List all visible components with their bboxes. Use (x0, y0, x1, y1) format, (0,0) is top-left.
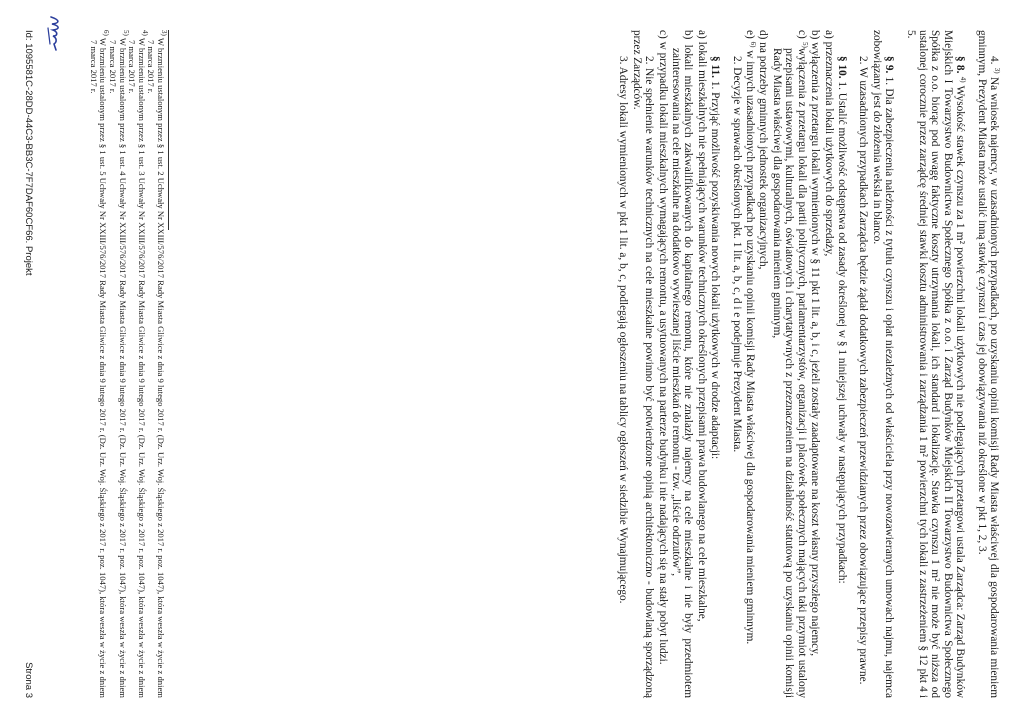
section-text: Wysokość stawek czynszu za 1 m² powierzchni lokali użytkowych nie podlegających przetargowi ustala Zarządca: Zarząd Budynków Miejskich I Towarzystwo Budownictwa Społecznego Spółka z o.o. i Zarząd Budynków Miejskich II Towarzystwo Budownictwa Społecznego Spółka z o.o. biorąc pod uwagę faktyczne koszty utrzymania lokali, ich standard i lokalizację. Stawka czynszu 1 m² nie może być niższa od ustalonej corocznie przez zarządcę średniej stawki kosztu administrowania i zarządzania 1 m² powierzchni tych lokali z zastrzeżeniem § 12 pkt 4 i 5. (904, 30, 967, 699)
list-item: b) lokali mieszkalnych zakwalifikowanych do kapitalnego remontu, które nie znalazły najemcy na cele mieszkalne i nie były przedmiotem zainteresowania na cele mieszkalne na dodatkowo wywieszanej liście mieszkań do remontu - tzw. „liście odrzutów”, (670, 30, 695, 698)
footnote: $^{6)}$ W brzmieniu ustalonym przez § 1 ust. 5 Uchwały Nr XXIII/576/2017 Rady Miasta Gliwice z dnia 9 lutego 2017 r. (Dz. Urz. Woj. Śląskiego z 2017 r. poz. 1047), która weszła w życie z dniem 7 marca 2017 r. (88, 30, 111, 698)
handwritten-initials (44, 14, 66, 54)
footnotes (88, 30, 169, 698)
footnote-ref: 6) (749, 41, 758, 48)
section-text: 1. Dla zabezpieczenia należności z tytułu czynszu i opłat niezależnych od właściciela przy nowozawieranych umowach najmu, najemca zobowiązany jest do złożenia weksla in blanco. (870, 30, 896, 698)
paragraph-4 (975, 30, 1000, 698)
footnote-ref: 5) (800, 41, 809, 48)
footnote-divider (168, 30, 169, 230)
footnote-ref: 4) (959, 76, 968, 83)
document-body (80, 30, 1000, 698)
paragraph-text: Na wniosek najemcy, w uzasadnionych przypadkach, po uzyskaniu opinii komisji Rady Miasta właściwej dla gospodarowania mieniem gminnym, Prezydent Miasta może ustalić inną stawkę czynszu i czas jej obowiązywania niż określone w pkt 1, 2, 3. (975, 30, 1000, 699)
footnote: $^{4)}$ W brzmieniu ustalonym przez § 1 ust. 3 Uchwały Nr XXIII/576/2017 Rady Miasta Gliwice z dnia 9 lutego 2017 r. (Dz. Urz. Woj. Śląskiego z 2017 r. poz. 1047), która weszła w życie z dniem 7 marca 2017 r. (127, 30, 149, 698)
section-text: 1. Ustalić możliwość odstępstwa od zasady określonej w § 1 niniejszej uchwały w następujących przypadkach: (835, 81, 848, 584)
list-item: b) wyłączenia z przetargu lokali wymienionych w § 11 pkt 1 lit. a, b, i c, jeżeli zostały zaadaptowane na koszt własny przyszłego najemcy, (809, 30, 822, 657)
list-item: a) lokali mieszkalnych nie spełniających warunków technicznych określonych przepisami prawa budowlanego na cele mieszkalne, (695, 30, 708, 622)
page-number: Strona 3 (23, 662, 34, 698)
section-10 (836, 30, 848, 698)
section-9 (870, 30, 895, 698)
section-label: § 8. (954, 56, 967, 74)
page-footer (22, 30, 34, 698)
section-label: § 10. (835, 56, 848, 79)
list-item: a) przeznaczenia lokali użytkowych do sprzedaży, (822, 30, 835, 257)
section-11-point-3: 3. Adresy lokali wymienionych w pkt 1 lit. a, b, c, podlegają ogłoszeniu na tablicy ogłoszeń w siedzibie Wynajmującego. (617, 56, 630, 604)
section-8 (904, 30, 966, 698)
section-9-point-2: 2. W uzasadnionych przypadkach Zarządca będzie żądał dodatkowych zabezpieczeń przewidzianych przez obowiązujące przepisy prawne. (857, 56, 870, 685)
section-label: § 9. (883, 56, 896, 74)
section-11 (709, 30, 721, 698)
list-item: c) $^{5)}$wyłączenia z przetargu lokali dla partii politycznych, parlamentarzystów, organizacji i placówek społecznych mających taki przymiot ustalony przepisami ustawowymi, kulturalnych, oświatowych i charytatywnych z przeznaczeniem na działalność statutową po uzyskaniu opinii komisji Rady Miasta właściwej dla gospodarowania mieniem gminnym, (770, 30, 809, 698)
paragraph-number: 4. (988, 56, 1000, 65)
footnote: $^{5)}$ W brzmieniu ustalonym przez § 1 ust. 4 Uchwały Nr XXIII/576/2017 Rady Miasta Gliwice z dnia 9 lutego 2017 r. (Dz. Urz. Woj. Śląskiego z 2017 r. poz. 1047), która weszła w życie z dniem 7 marca 2017 r. (108, 30, 130, 698)
section-label: § 11. (709, 56, 722, 78)
list-item: e) $^{6)}$ w innych uzasadnionych przypadkach po uzyskaniu opinii komisji Rady Miasta właściwej dla gospodarowania mieniem gminnym. (744, 30, 758, 645)
section-text: 1. Przyjąć możliwość pozyskiwania nowych lokali użytkowych w drodze adaptacji: (709, 80, 722, 460)
section-11-point-2: 2. Nie spełnienie warunków technicznych na cele mieszkalne powinno być potwierdzone opinią architektoniczno - budowlaną sporządzoną przez Zarządców. (630, 30, 656, 698)
section-10-point-2: 2. Decyzje w sprawach określonych pkt. 1 lit. a, b, c, d i e podejmuje Prezydent Miasta. (730, 56, 743, 453)
list-item: c) w przypadku lokali mieszkalnych wymagających remontu, a usytuowanych na parterze budynku i nie nadających się na stały pobyt ludzi. (656, 30, 669, 665)
footnote: $^{3)}$ W brzmieniu ustalonym przez § 1 ust. 2 Uchwały Nr XXIII/576/2017 Rady Miasta Gliwice z dnia 9 lutego 2017 r. (Dz. Urz. Woj. Śląskiego z 2017 r. poz. 1047), która weszła w życie z dniem 7 marca 2017 r. (146, 30, 168, 698)
document-id: Id: 1095581C-28DD-44C3-BB3C-7F7DAF60CF66. Projekt (23, 30, 34, 276)
list-item: d) na potrzeby gminnych jednostek organizacyjnych, (757, 30, 770, 270)
footnote-ref: 3) (993, 67, 1001, 74)
